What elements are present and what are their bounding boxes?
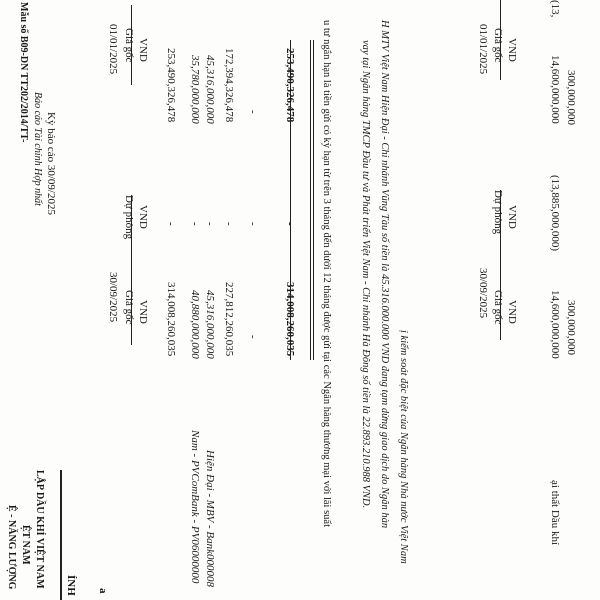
company-line-1: Ệ - NĂNG LƯỢNG xyxy=(6,505,17,590)
form-number: Mẫu số B09-DN TT202/2014/TT- xyxy=(18,2,29,143)
t1-total-rule-bottom-2 xyxy=(313,40,314,360)
t2-current-cost: Giá gốc xyxy=(492,290,504,325)
section-a: a xyxy=(97,588,109,594)
t1-col-current: 30/09/2025 xyxy=(107,272,119,323)
t1-current-cost: Giá gốc xyxy=(123,290,135,325)
t1-total-prov: - xyxy=(284,222,296,226)
t1-r0-prov: - xyxy=(165,222,177,226)
t1-r1-label: Nam - PVComBank - PV06000000 xyxy=(189,430,201,584)
company-line-2: ỆT NAM xyxy=(20,525,31,565)
t1-total-current: 314,008,260,035 xyxy=(284,282,296,357)
report-period: Kỳ báo cáo 30/09/2025 xyxy=(45,112,57,215)
note-2: vay tại Ngân hàng TMCP Đầu tư và Phát triển Việt Nam - Chi nhánh Hà Đông số tiền là 22.893.210.988 VND. xyxy=(360,40,371,509)
t2-r0-prior-prov: (13, xyxy=(549,0,561,18)
section-title: ÍNH xyxy=(65,575,77,596)
t1-r2-prior: 45,316,000,000 xyxy=(204,55,216,124)
t1-r3-current: 227,812,260,035 xyxy=(223,282,235,357)
t2-r0-prior: 14,600,000,000 xyxy=(549,55,561,124)
t1-col-prior: 01/01/2025 xyxy=(107,24,119,75)
t2-r0-prov: (13,885,000,000) xyxy=(549,175,561,252)
t2-r1-current: 300,000,000 xyxy=(565,300,577,355)
t1-r3-prior: 172,394,326,478 xyxy=(223,48,235,123)
t2-current-provision: Dự phòng xyxy=(492,190,504,235)
t2-col-prior: 01/01/2025 xyxy=(477,24,489,75)
report-name: Báo cáo Tài chính Hợp nhất xyxy=(32,92,43,206)
t1-r1-current: 40,880,000,000 xyxy=(189,290,201,359)
t1-current-provision: Dự phòng xyxy=(123,195,135,240)
t1-r4-current: - xyxy=(247,335,259,339)
note-1: u tư ngắn hạn là tiền gửi có kỳ hạn từ trên 3 tháng đến dưới 12 tháng được gửi tại các Ngân hàng thương mại với lãi suất xyxy=(321,20,332,528)
t1-prior-unit: VND xyxy=(137,38,149,62)
t1-r0-prior: 253,490,326,478 xyxy=(165,48,177,123)
t2-current-unit: VND xyxy=(506,300,518,324)
t1-current-prov-unit: VND xyxy=(137,205,149,229)
t2-r0-current: 14,600,000,000 xyxy=(549,290,561,359)
t1-r2-prov: - xyxy=(204,222,216,226)
t1-r1-prov: - xyxy=(189,222,201,226)
company-line-3: LẬP DẦU KHÍ VIỆT NAM xyxy=(34,470,45,589)
t1-r4-prov: - xyxy=(247,222,259,226)
header-rule xyxy=(60,470,62,600)
t1-r3-prov: - xyxy=(223,222,235,226)
t2-r1-prior: 300,000,000 xyxy=(565,70,577,125)
t1-total-rule-bottom-1 xyxy=(310,40,311,360)
t1-total-prior: 253,490,326,478 xyxy=(284,48,296,123)
t1-r2-current: 45,316,000,000 xyxy=(204,290,216,359)
t2-prior-unit: VND xyxy=(506,38,518,62)
note-3: H MTV Việt Nam Hiện Đại - Chi nhánh Vũng Tàu số tiền là 45.316.000.000 VND đang tạm dừng giao dịch do Ngân hàn xyxy=(379,20,390,529)
t2-col-current: 30/09/2025 xyxy=(477,268,489,319)
t2-prior-cost: Giá gốc xyxy=(492,28,504,63)
note-4: ị kiểm soát đặc biệt của Ngân hàng Nhà nước Việt Nam xyxy=(398,330,409,564)
t2-current-prov-unit: VND xyxy=(506,205,518,229)
t2-row-label: ại thất Dầu khí xyxy=(549,480,561,546)
t1-r1-prior: 35,780,000,000 xyxy=(189,55,201,124)
t1-prior-cost: Giá gốc xyxy=(123,28,135,63)
t1-current-unit: VND xyxy=(137,300,149,324)
t1-r0-current: 314,008,260,035 xyxy=(165,282,177,357)
t1-r2-label: Hiện Đại - MBV - Bank000008 xyxy=(204,450,216,587)
t1-r4-prior: - xyxy=(247,110,259,114)
